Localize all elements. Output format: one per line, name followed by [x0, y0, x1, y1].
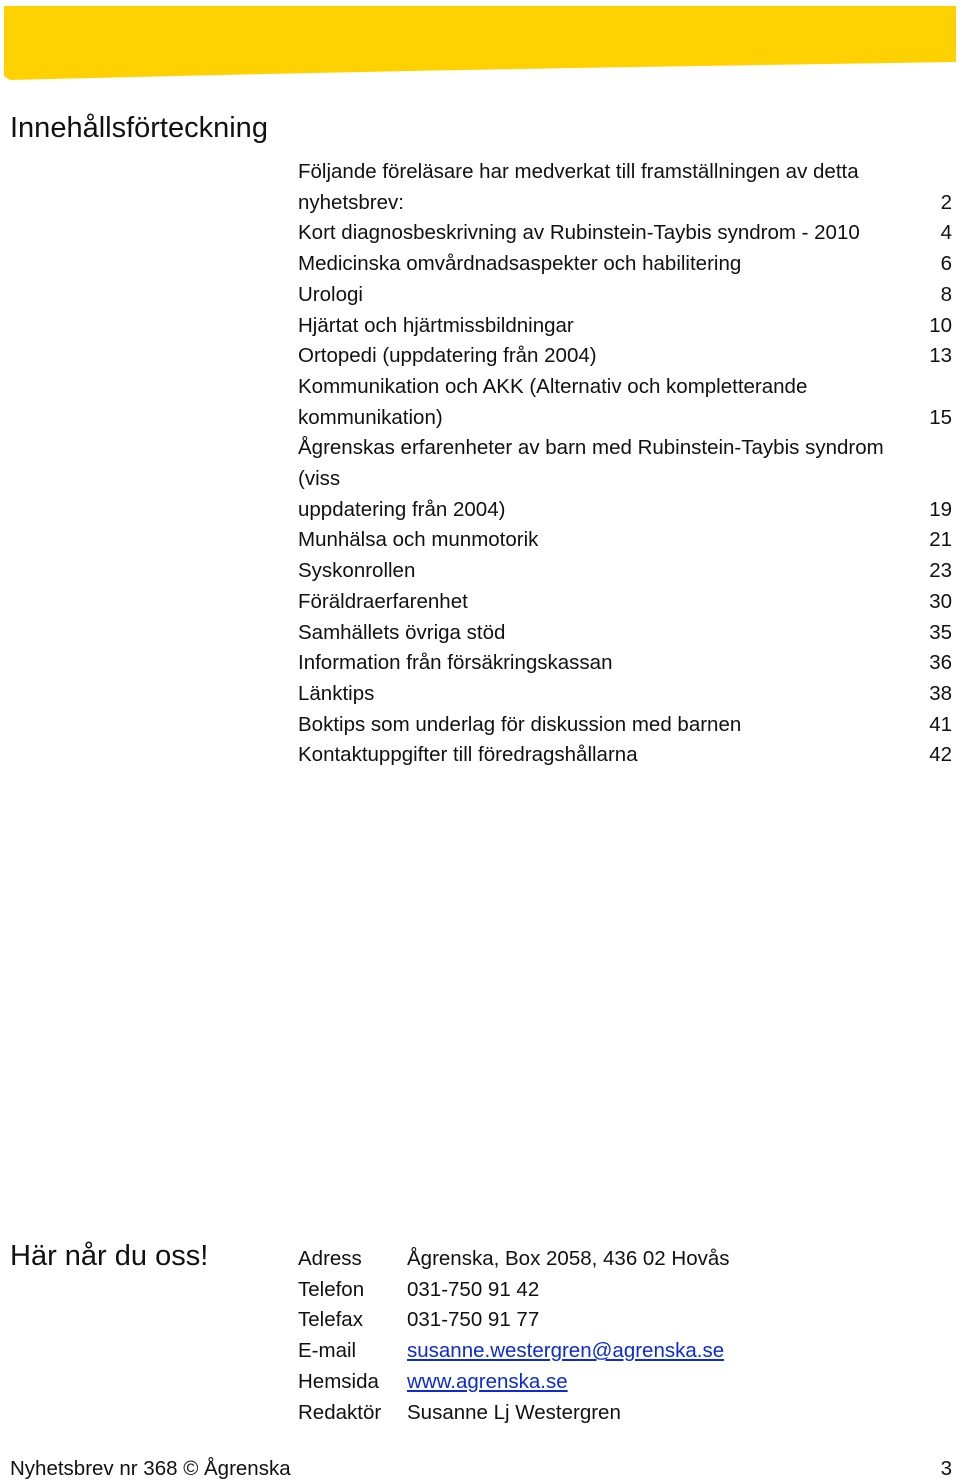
toc-entry-page: 10: [929, 313, 952, 337]
toc-entry[interactable]: [298, 648, 952, 679]
toc-entry-title: Information från försäkringskassan: [298, 651, 613, 675]
toc-entry[interactable]: [298, 495, 952, 526]
toc-entry-page: 21: [929, 528, 952, 552]
toc-entry-title: Syskonrollen: [298, 559, 416, 583]
contact-label: Telefon: [298, 1277, 365, 1301]
editor-value: Susanne Lj Westergren: [407, 1400, 621, 1424]
toc-entry[interactable]: [298, 679, 952, 710]
toc-entry-page: 8: [940, 282, 952, 306]
toc-entry-title: Boktips som underlag för diskussion med barnen: [298, 712, 742, 736]
toc-entry-page: 23: [929, 559, 952, 583]
toc-entry[interactable]: [298, 433, 952, 494]
toc-entry-title: Munhälsa och munmotorik: [298, 528, 539, 552]
banner-shape: [4, 6, 956, 80]
toc-entry-page: 36: [929, 651, 952, 675]
toc-entry-title: Samhällets övriga stöd: [298, 620, 506, 644]
toc-entry[interactable]: [298, 157, 952, 188]
toc-entry[interactable]: [298, 740, 952, 771]
toc-entry[interactable]: [298, 218, 952, 249]
toc-entry[interactable]: [298, 403, 952, 434]
toc-entry[interactable]: [298, 280, 952, 311]
contact-row-fax: [298, 1305, 730, 1336]
toc-entry-title: Föräldraerfarenhet: [298, 589, 468, 613]
toc-entry-page: 15: [929, 405, 952, 429]
contact-details: [298, 1244, 730, 1428]
toc-entry-page: 41: [929, 712, 952, 736]
toc-entry-title: Kontaktuppgifter till föredragshållarna: [298, 743, 638, 767]
toc-entry-page: 19: [929, 497, 952, 521]
toc-entry[interactable]: [298, 188, 952, 219]
toc-entry-page: 38: [929, 681, 952, 705]
table-of-contents: [298, 157, 952, 771]
toc-entry[interactable]: [298, 249, 952, 280]
toc-entry-title: nyhetsbrev:: [298, 190, 404, 214]
contact-row-editor: [298, 1398, 730, 1429]
toc-entry-title: Medicinska omvårdnadsaspekter och habilitering: [298, 252, 742, 276]
toc-entry[interactable]: [298, 556, 952, 587]
toc-entry-title: kommunikation): [298, 405, 443, 429]
phone-value: 031-750 91 42: [407, 1277, 540, 1301]
contact-row-website: [298, 1367, 730, 1398]
toc-entry[interactable]: [298, 372, 952, 403]
page-number: 3: [940, 1457, 952, 1480]
toc-entry-title: Kort diagnosbeskrivning av Rubinstein-Taybis syndrom - 2010: [298, 221, 860, 245]
toc-entry-title: Urologi: [298, 282, 363, 306]
contact-label: Hemsida: [298, 1369, 379, 1393]
address-value: Ågrenska, Box 2058, 436 02 Hovås: [407, 1247, 730, 1270]
toc-heading: Innehållsförteckning: [10, 112, 268, 144]
contact-heading: Här når du oss!: [10, 1240, 209, 1272]
footer-newsletter-info: Nyhetsbrev nr 368 © Ågrenska: [10, 1457, 291, 1480]
toc-entry-page: 35: [929, 620, 952, 644]
toc-entry-page: 4: [940, 221, 952, 245]
toc-entry-page: 30: [929, 589, 952, 613]
toc-entry-title: Ortopedi (uppdatering från 2004): [298, 344, 597, 368]
toc-entry[interactable]: [298, 587, 952, 618]
contact-row-address: [298, 1244, 730, 1275]
fax-value: 031-750 91 77: [407, 1308, 540, 1332]
contact-row-email: [298, 1336, 730, 1367]
toc-entry[interactable]: [298, 525, 952, 556]
contact-row-phone: [298, 1275, 730, 1306]
toc-entry[interactable]: [298, 618, 952, 649]
toc-entry-page: 42: [929, 743, 952, 767]
toc-entry[interactable]: [298, 710, 952, 741]
toc-entry-page: 13: [929, 344, 952, 368]
toc-entry-title: Kommunikation och AKK (Alternativ och kompletterande: [298, 374, 808, 398]
website-link[interactable]: www.agrenska.se: [407, 1369, 568, 1393]
contact-label: Redaktör: [298, 1400, 382, 1424]
toc-entry-title: Hjärtat och hjärtmissbildningar: [298, 313, 574, 337]
toc-entry-title: Följande föreläsare har medverkat till framställningen av detta: [298, 160, 859, 183]
email-link[interactable]: susanne.westergren@agrenska.se: [407, 1339, 725, 1363]
yellow-banner: [0, 0, 960, 90]
toc-entry-page: 2: [940, 190, 952, 214]
contact-label: Telefax: [298, 1308, 363, 1332]
contact-label: Adress: [298, 1247, 362, 1270]
toc-entry-page: 6: [940, 252, 952, 276]
toc-entry-title: uppdatering från 2004): [298, 497, 506, 521]
toc-entry[interactable]: [298, 341, 952, 372]
contact-label: E-mail: [298, 1339, 357, 1363]
toc-entry-title: Ågrenskas erfarenheter av barn med Rubinstein-Taybis syndrom (viss: [298, 436, 884, 491]
toc-entry[interactable]: [298, 311, 952, 342]
toc-entry-title: Länktips: [298, 681, 375, 705]
